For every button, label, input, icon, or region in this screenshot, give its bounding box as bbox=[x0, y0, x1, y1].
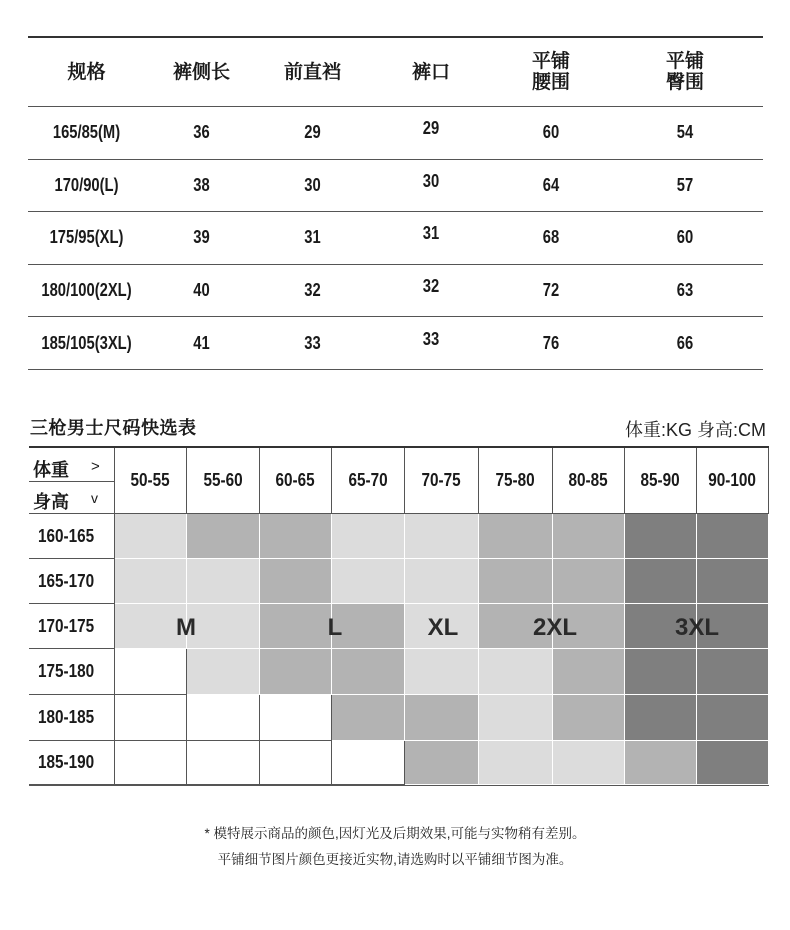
size-cell bbox=[405, 649, 479, 695]
size-cell bbox=[479, 514, 553, 559]
outseam-value: 38 bbox=[193, 174, 210, 195]
height-row-header: 180-185 bbox=[29, 695, 115, 741]
outseam-value: 40 bbox=[193, 280, 210, 301]
size-cell bbox=[625, 695, 697, 741]
weight-col-header: 85-90 bbox=[625, 448, 697, 514]
table-row bbox=[28, 265, 763, 318]
leg-opening-value: 30 bbox=[422, 170, 440, 191]
size-cell bbox=[697, 514, 769, 559]
table-row bbox=[28, 107, 763, 160]
header-front-rise: 前直裆 bbox=[283, 61, 341, 83]
color-disclaimer-note: * 模特展示商品的颜色,因灯光及后期效果,可能与实物稍有差别。 bbox=[204, 826, 586, 841]
size-cell bbox=[479, 695, 553, 741]
flat-hip-value: 57 bbox=[676, 174, 694, 195]
size-cell bbox=[260, 559, 332, 604]
height-arrow-icon: v bbox=[91, 490, 98, 506]
size-cell bbox=[479, 649, 553, 695]
size-cell bbox=[332, 514, 405, 559]
front-rise-value: 32 bbox=[304, 280, 321, 301]
outseam-value: 41 bbox=[193, 332, 210, 353]
weight-col-header: 75-80 bbox=[479, 448, 553, 514]
weight-col-header: 55-60 bbox=[187, 448, 260, 514]
size-cell bbox=[553, 695, 625, 741]
height-row-header: 170-175 bbox=[29, 604, 115, 649]
flat-waist-value: 64 bbox=[542, 174, 560, 195]
grid-corner bbox=[29, 448, 115, 514]
size-cell bbox=[260, 514, 332, 559]
size-cell bbox=[697, 741, 769, 785]
size-cell bbox=[553, 741, 625, 785]
size-label: 3XL bbox=[674, 614, 720, 641]
flat-waist-value: 76 bbox=[542, 332, 560, 353]
size-cell bbox=[187, 514, 260, 559]
size-cell bbox=[332, 559, 405, 604]
size-cell bbox=[625, 514, 697, 559]
size-cell bbox=[260, 649, 332, 695]
outseam-value: 39 bbox=[193, 227, 210, 248]
size-cell bbox=[625, 649, 697, 695]
size-cell bbox=[187, 649, 260, 695]
size-label: XL bbox=[427, 614, 459, 641]
size-cell bbox=[187, 604, 260, 649]
table-header-row bbox=[28, 38, 763, 107]
weight-col-header: 65-70 bbox=[332, 448, 405, 514]
size-cell bbox=[115, 559, 187, 604]
size-cell bbox=[405, 514, 479, 559]
leg-opening-value: 29 bbox=[422, 118, 440, 139]
front-rise-value: 30 bbox=[304, 174, 321, 195]
size-label: L bbox=[327, 614, 343, 641]
size-cell bbox=[115, 741, 187, 785]
size-chart-title: 三枪男士尺码快选表 bbox=[30, 418, 197, 438]
weight-axis-label: 体重 bbox=[33, 460, 69, 480]
size-cell bbox=[115, 649, 187, 695]
flat-hip-value: 66 bbox=[676, 332, 694, 353]
flat-waist-value: 68 bbox=[542, 227, 560, 248]
size-cell bbox=[187, 741, 260, 785]
size-cell bbox=[553, 559, 625, 604]
leg-opening-value: 33 bbox=[422, 328, 440, 349]
front-rise-value: 29 bbox=[304, 122, 321, 143]
header-flat-hip: 平铺 臀围 bbox=[665, 51, 704, 93]
size-cell bbox=[260, 604, 332, 649]
size-cell bbox=[697, 559, 769, 604]
size-quick-select-grid bbox=[29, 446, 769, 786]
size-cell bbox=[553, 514, 625, 559]
size-label: M bbox=[176, 614, 196, 641]
header-leg-opening: 裤口 bbox=[411, 61, 450, 83]
size-cell bbox=[479, 559, 553, 604]
leg-opening-value: 31 bbox=[422, 223, 440, 244]
size-cell bbox=[697, 649, 769, 695]
header-outseam: 裤侧长 bbox=[172, 61, 230, 83]
table-row bbox=[28, 160, 763, 213]
flat-waist-value: 72 bbox=[542, 280, 560, 301]
height-axis-label: 身高 bbox=[33, 492, 69, 512]
table-row bbox=[28, 212, 763, 265]
size-cell bbox=[332, 604, 405, 649]
front-rise-value: 31 bbox=[304, 227, 321, 248]
front-rise-value: 33 bbox=[304, 332, 321, 353]
size-spec-table bbox=[28, 36, 763, 370]
outseam-value: 36 bbox=[193, 122, 210, 143]
size-cell bbox=[115, 695, 187, 741]
leg-opening-value: 32 bbox=[422, 276, 440, 297]
weight-col-header: 80-85 bbox=[553, 448, 625, 514]
size-cell bbox=[405, 559, 479, 604]
weight-col-header: 90-100 bbox=[697, 448, 769, 514]
table-row bbox=[28, 317, 763, 370]
weight-col-header: 50-55 bbox=[115, 448, 187, 514]
size-cell bbox=[115, 514, 187, 559]
size-cell bbox=[553, 649, 625, 695]
height-row-header: 165-170 bbox=[29, 559, 115, 604]
spec-value: 185/105(3XL) bbox=[41, 332, 132, 353]
height-row-header: 175-180 bbox=[29, 649, 115, 695]
size-cell bbox=[625, 741, 697, 785]
size-label: 2XL bbox=[532, 614, 578, 641]
size-cell bbox=[625, 559, 697, 604]
header-spec: 规格 bbox=[67, 61, 106, 83]
size-cell bbox=[260, 695, 332, 741]
size-cell bbox=[405, 741, 479, 785]
weight-arrow-icon: > bbox=[91, 458, 100, 475]
size-cell bbox=[187, 559, 260, 604]
units-note: 体重:KG 身高:CM bbox=[624, 420, 766, 440]
flat-hip-value: 54 bbox=[676, 122, 694, 143]
spec-value: 165/85(M) bbox=[52, 122, 121, 143]
height-row-header: 160-165 bbox=[29, 514, 115, 559]
flat-hip-value: 60 bbox=[676, 227, 694, 248]
size-cell bbox=[187, 695, 260, 741]
size-cell bbox=[332, 649, 405, 695]
flat-hip-value: 63 bbox=[676, 280, 694, 301]
size-cell bbox=[697, 695, 769, 741]
height-row-header: 185-190 bbox=[29, 741, 115, 785]
weight-col-header: 60-65 bbox=[260, 448, 332, 514]
spec-value: 175/95(XL) bbox=[49, 227, 124, 248]
size-cell bbox=[332, 741, 405, 785]
size-cell bbox=[332, 695, 405, 741]
header-flat-waist: 平铺 腰围 bbox=[531, 51, 570, 93]
flat-photo-note: 平铺细节图片颜色更接近实物,请选购时以平铺细节图为准。 bbox=[217, 852, 573, 867]
spec-value: 170/90(L) bbox=[54, 174, 119, 195]
size-cell bbox=[479, 741, 553, 785]
size-cell bbox=[260, 741, 332, 785]
weight-col-header: 70-75 bbox=[405, 448, 479, 514]
size-cell bbox=[405, 695, 479, 741]
spec-value: 180/100(2XL) bbox=[41, 280, 132, 301]
flat-waist-value: 60 bbox=[542, 122, 560, 143]
